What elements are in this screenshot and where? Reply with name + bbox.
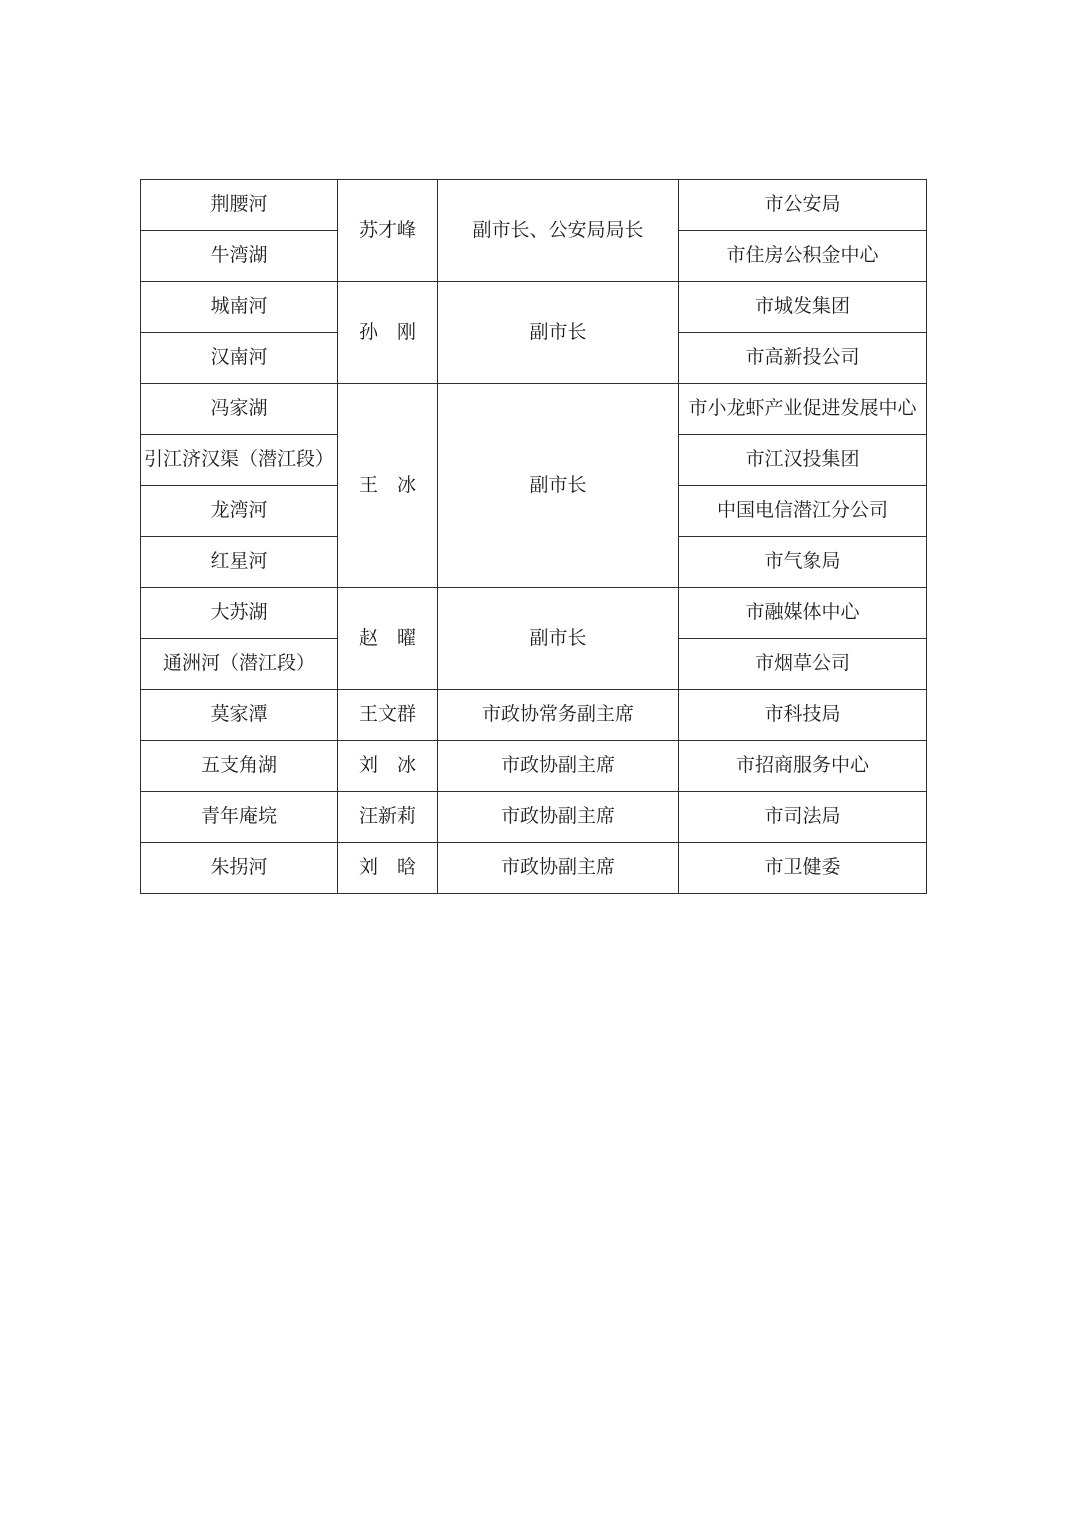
unit-cell: 市融媒体中心: [679, 588, 927, 639]
unit-cell: 市高新投公司: [679, 333, 927, 384]
chief-cell: 汪新莉: [338, 792, 438, 843]
unit-cell: 市住房公积金中心: [679, 231, 927, 282]
title-cell: 市政协常务副主席: [438, 690, 679, 741]
table-row: [141, 792, 927, 843]
unit-cell: 中国电信潜江分公司: [679, 486, 927, 537]
title-cell: 市政协副主席: [438, 741, 679, 792]
table-row: [141, 282, 927, 333]
river-cell: 汉南河: [141, 333, 338, 384]
table-row: [141, 843, 927, 894]
title-cell: 副市长: [438, 282, 679, 384]
title-cell: 市政协副主席: [438, 792, 679, 843]
chief-cell: 刘 冰: [338, 741, 438, 792]
chief-cell: 苏才峰: [338, 180, 438, 282]
river-cell: 五支角湖: [141, 741, 338, 792]
table-row: [141, 690, 927, 741]
unit-cell: 市卫健委: [679, 843, 927, 894]
river-cell: 城南河: [141, 282, 338, 333]
title-cell: 副市长: [438, 384, 679, 588]
unit-cell: 市司法局: [679, 792, 927, 843]
river-cell: 冯家湖: [141, 384, 338, 435]
chief-cell: 刘 晗: [338, 843, 438, 894]
table-row: [141, 180, 927, 231]
unit-cell: 市江汉投集团: [679, 435, 927, 486]
unit-cell: 市招商服务中心: [679, 741, 927, 792]
title-cell: 市政协副主席: [438, 843, 679, 894]
title-cell: 副市长: [438, 588, 679, 690]
river-cell: 牛湾湖: [141, 231, 338, 282]
unit-cell: 市城发集团: [679, 282, 927, 333]
table-row: [141, 741, 927, 792]
chief-cell: 王文群: [338, 690, 438, 741]
table-row: [141, 588, 927, 639]
river-cell: 大苏湖: [141, 588, 338, 639]
table-row: [141, 384, 927, 435]
unit-cell: 市小龙虾产业促进发展中心: [679, 384, 927, 435]
title-cell: 副市长、公安局局长: [438, 180, 679, 282]
unit-cell: 市科技局: [679, 690, 927, 741]
river-cell: 通洲河（潜江段）: [141, 639, 338, 690]
chief-cell: 孙 刚: [338, 282, 438, 384]
river-cell: 红星河: [141, 537, 338, 588]
river-cell: 荆腰河: [141, 180, 338, 231]
river-cell: 朱拐河: [141, 843, 338, 894]
unit-cell: 市公安局: [679, 180, 927, 231]
river-cell: 龙湾河: [141, 486, 338, 537]
river-cell: 青年庵垸: [141, 792, 338, 843]
responsibility-table: [140, 179, 927, 894]
chief-cell: 赵 曜: [338, 588, 438, 690]
unit-cell: 市气象局: [679, 537, 927, 588]
chief-cell: 王 冰: [338, 384, 438, 588]
river-cell: 引江济汉渠（潜江段）: [141, 435, 338, 486]
unit-cell: 市烟草公司: [679, 639, 927, 690]
river-cell: 莫家潭: [141, 690, 338, 741]
